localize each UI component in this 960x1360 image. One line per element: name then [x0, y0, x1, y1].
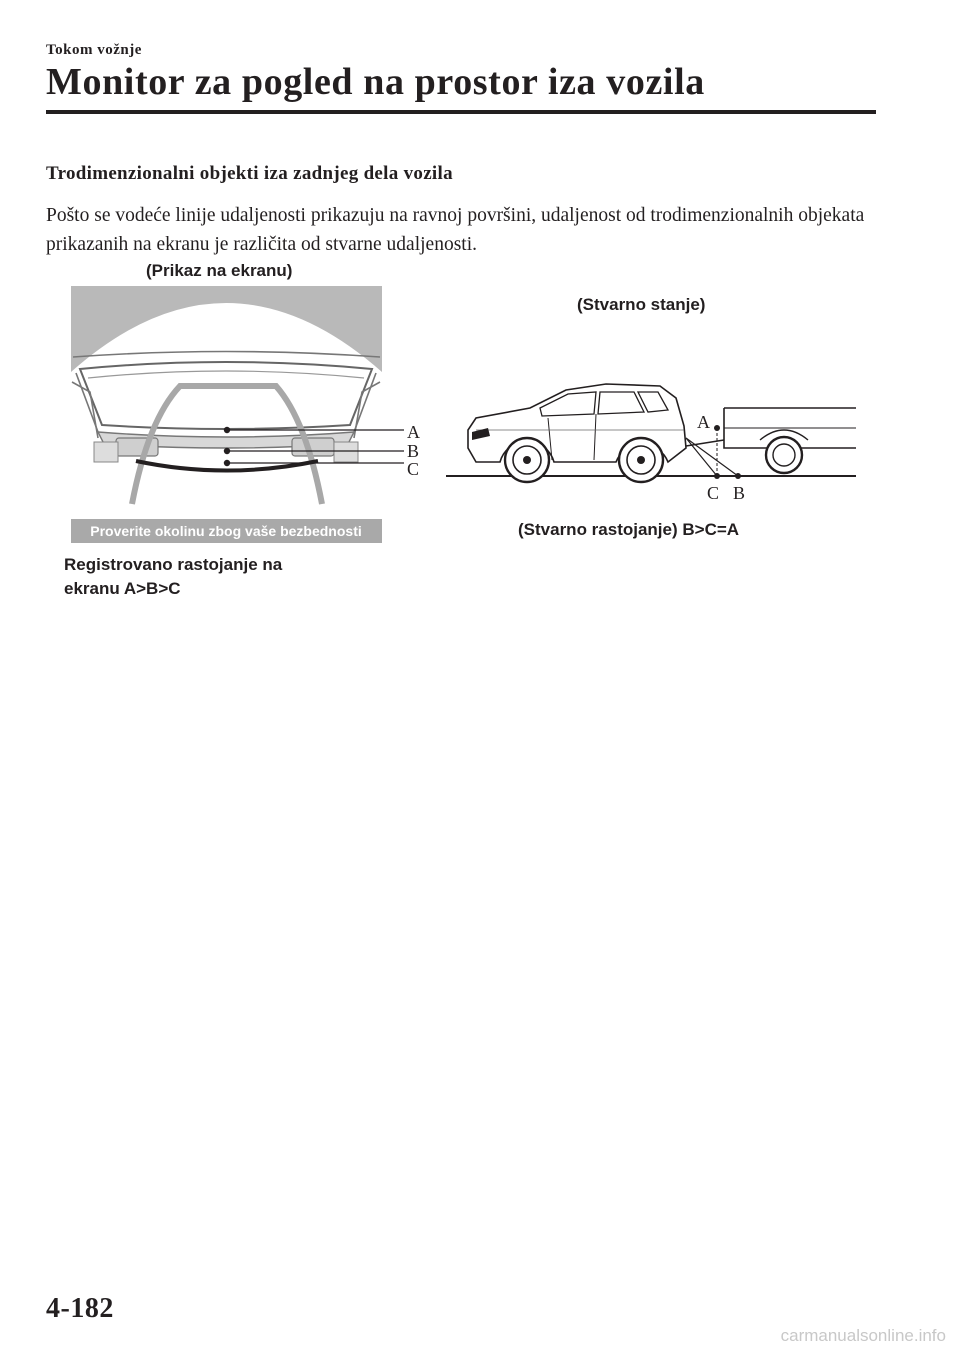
page-number: 4-182: [46, 1293, 114, 1324]
section-label: Tokom vožnje: [46, 42, 142, 58]
screen-label-a: A: [407, 422, 420, 442]
camera-screen: [71, 286, 382, 543]
title-rule: [46, 110, 876, 114]
body-paragraph: Pošto se vodeće linije udaljenosti prikazuju na ravnoj površini, udaljenost od trodimenzionalnih objekata prikazanih na ekranu je različita od stvarne udaljenosti.: [46, 205, 865, 255]
distance-diagram: [0, 250, 960, 610]
real-note: (Stvarno rastojanje) B>C=A: [518, 520, 740, 539]
real-label-c: C: [707, 483, 720, 503]
real-scene: [446, 384, 856, 482]
screen-label-c: C: [407, 459, 420, 479]
screen-warning: Proverite okolinu zbog vaše bezbednosti: [90, 523, 362, 539]
screen-label-b: B: [407, 441, 420, 461]
real-label-b: B: [733, 483, 746, 503]
page-title: Monitor za pogled na prostor iza vozila: [46, 61, 705, 103]
screen-note-line1: Registrovano rastojanje na: [64, 555, 283, 574]
screen-caption: (Prikaz na ekranu): [146, 261, 293, 280]
real-label-a: A: [697, 412, 710, 432]
screen-note-line2: ekranu A>B>C: [64, 579, 181, 598]
watermark: carmanualsonline.info: [780, 1326, 946, 1345]
real-caption: (Stvarno stanje): [577, 295, 706, 314]
subheading: Trodimenzionalni objekti iza zadnjeg dela vozila: [46, 163, 453, 184]
